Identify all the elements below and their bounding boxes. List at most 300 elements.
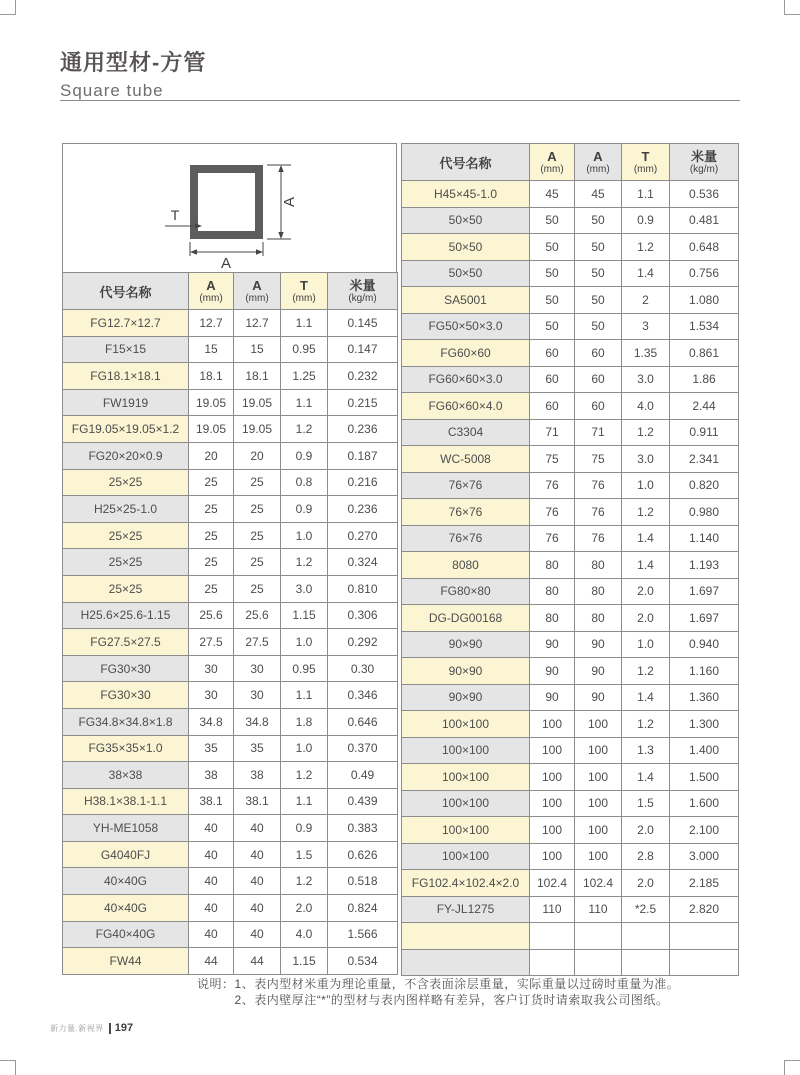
column-header-a2: A (mm) [575,144,622,181]
table-row [402,711,739,738]
value-cell [575,923,622,950]
table-row [402,207,739,234]
value-cell: 76 [530,499,575,526]
table-row [402,446,739,473]
table-row [63,522,398,549]
value-cell: 1.2 [622,419,670,446]
table-row [63,575,398,602]
value-cell: 15 [234,336,281,363]
code-name-cell: 76×76 [402,472,530,499]
value-cell [530,949,575,976]
value-cell: 1.140 [670,525,739,552]
column-header-a1: A (mm) [189,273,234,310]
value-cell: 1.160 [670,658,739,685]
table-row [402,525,739,552]
value-cell: 25 [189,549,234,576]
table-row [402,578,739,605]
page-subtitle: Square tube [60,81,164,100]
table-row [402,234,739,261]
value-cell: 35 [234,735,281,762]
code-name-cell: 50×50 [402,234,530,261]
value-cell: 0.534 [328,948,398,975]
value-cell: 1.25 [281,363,328,390]
value-cell: 0.306 [328,602,398,629]
table-row [402,366,739,393]
value-cell: 1.1 [281,788,328,815]
value-cell: 12.7 [234,310,281,337]
value-cell [530,923,575,950]
table-row [63,496,398,523]
value-cell: 60 [530,340,575,367]
value-cell: 1.566 [328,921,398,948]
code-name-cell: H38.1×38.1-1.1 [63,788,189,815]
value-cell: 60 [530,366,575,393]
value-cell: 80 [530,552,575,579]
value-cell: 90 [575,684,622,711]
table-row [402,949,739,976]
table-row [63,948,398,975]
value-cell: 0.820 [670,472,739,499]
dimension-line-bottom [190,242,263,256]
value-cell: 2.0 [281,895,328,922]
code-name-cell: 100×100 [402,817,530,844]
spec-table-right [401,143,739,976]
value-cell: 19.05 [189,389,234,416]
value-cell: 45 [530,181,575,208]
value-cell: 30 [189,655,234,682]
value-cell: 110 [575,896,622,923]
value-cell: 40 [189,815,234,842]
value-cell: 1.2 [622,499,670,526]
value-cell: 102.4 [530,870,575,897]
value-cell: 1.4 [622,764,670,791]
page-title: 通用型材-方管 [60,50,207,75]
value-cell: 0.911 [670,419,739,446]
value-cell: 0.8 [281,469,328,496]
table-row [63,815,398,842]
value-cell: 1.2 [622,234,670,261]
code-name-cell: G4040FJ [63,841,189,868]
column-header-t: T (mm) [281,273,328,310]
value-cell: 80 [575,552,622,579]
square-tube-diagram [62,143,397,272]
table-row [63,442,398,469]
value-cell: 18.1 [234,363,281,390]
value-cell: 25.6 [189,602,234,629]
table-row [63,735,398,762]
table-header-row [402,144,739,181]
value-cell: 2.8 [622,843,670,870]
code-name-cell: FG35×35×1.0 [63,735,189,762]
tube-outline [194,169,259,235]
code-name-cell: WC-5008 [402,446,530,473]
table-row [63,655,398,682]
value-cell: 1.4 [622,260,670,287]
value-cell: 38 [189,762,234,789]
code-name-cell: FG80×80 [402,578,530,605]
value-cell: 25 [189,575,234,602]
table-row [402,340,739,367]
value-cell: 2 [622,287,670,314]
code-name-cell: FG18.1×18.1 [63,363,189,390]
value-cell: 25.6 [234,602,281,629]
value-cell [622,949,670,976]
table-row [63,336,398,363]
table-row [63,363,398,390]
code-name-cell: C3304 [402,419,530,446]
value-cell: 0.9 [281,496,328,523]
column-header-code-name: 代号名称 [402,144,530,181]
value-cell: 50 [575,287,622,314]
table-row [402,419,739,446]
value-cell: 25 [234,575,281,602]
value-cell: 76 [530,525,575,552]
value-cell: 1.2 [281,868,328,895]
value-cell: 19.05 [234,389,281,416]
value-cell: 19.05 [189,416,234,443]
value-cell: 1.0 [281,522,328,549]
value-cell: 0.232 [328,363,398,390]
arrow-down-icon [278,232,283,239]
value-cell: *2.5 [622,896,670,923]
value-cell: 35 [189,735,234,762]
table-row [402,313,739,340]
code-name-cell: 100×100 [402,711,530,738]
value-cell: 1.697 [670,578,739,605]
value-cell: 40 [234,895,281,922]
value-cell: 0.439 [328,788,398,815]
value-cell: 1.2 [281,762,328,789]
value-cell: 0.9 [622,207,670,234]
value-cell: 50 [575,313,622,340]
value-cell: 1.2 [622,658,670,685]
value-cell: 1.1 [281,310,328,337]
value-cell: 100 [575,817,622,844]
table-row [402,287,739,314]
value-cell: 1.193 [670,552,739,579]
table-row [402,843,739,870]
corner-crop-mark-bottom-left [0,1060,16,1075]
code-name-cell: 100×100 [402,790,530,817]
value-cell: 0.536 [670,181,739,208]
value-cell: 40 [234,815,281,842]
value-cell: 1.0 [622,472,670,499]
code-name-cell: FG20×20×0.9 [63,442,189,469]
code-name-cell: FG19.05×19.05×1.2 [63,416,189,443]
value-cell: 3.0 [622,446,670,473]
page-number: 197 [114,1022,134,1034]
code-name-cell: FG27.5×27.5 [63,629,189,656]
value-cell: 110 [530,896,575,923]
value-cell: 100 [530,843,575,870]
value-cell: 100 [575,764,622,791]
value-cell: 60 [575,393,622,420]
value-cell: 80 [530,605,575,632]
value-cell: 25 [189,496,234,523]
code-name-cell: H45×45-1.0 [402,181,530,208]
dimension-label-side: A [281,196,298,208]
square-tube-cross-section [63,144,396,272]
table-row [63,682,398,709]
value-cell: 1.534 [670,313,739,340]
column-header-code-name: 代号名称 [63,273,189,310]
table-row [63,788,398,815]
value-cell: 40 [234,841,281,868]
value-cell: 50 [575,260,622,287]
value-cell: 1.500 [670,764,739,791]
value-cell: 1.4 [622,684,670,711]
table-row [63,310,398,337]
table-row [402,658,739,685]
dimension-label-bottom: A [220,255,232,272]
code-name-cell: 40×40G [63,868,189,895]
value-cell: 25 [234,496,281,523]
corner-crop-mark-top-right [784,0,800,15]
value-cell: 71 [575,419,622,446]
value-cell: 25 [189,469,234,496]
value-cell: 100 [530,711,575,738]
value-cell: 0.187 [328,442,398,469]
footer-divider [109,1023,111,1034]
value-cell: 1.2 [281,549,328,576]
code-name-cell: 90×90 [402,684,530,711]
code-name-cell: 25×25 [63,469,189,496]
code-name-cell: FG60×60 [402,340,530,367]
value-cell: 80 [575,605,622,632]
value-cell: 0.215 [328,389,398,416]
header-divider [60,100,740,101]
value-cell: 0.147 [328,336,398,363]
value-cell: 0.756 [670,260,739,287]
code-name-cell: FG40×40G [63,921,189,948]
value-cell: 20 [234,442,281,469]
value-cell: 34.8 [234,708,281,735]
column-header-weight: 米量 (kg/m) [328,273,398,310]
value-cell: 0.646 [328,708,398,735]
value-cell: 1.2 [622,711,670,738]
code-name-cell: 100×100 [402,843,530,870]
value-cell: 50 [530,260,575,287]
value-cell: 1.600 [670,790,739,817]
value-cell: 27.5 [234,629,281,656]
value-cell: 15 [189,336,234,363]
value-cell: 40 [234,921,281,948]
value-cell: 30 [234,655,281,682]
value-cell: 19.05 [234,416,281,443]
value-cell: 50 [530,207,575,234]
code-name-cell: 50×50 [402,207,530,234]
value-cell: 12.7 [189,310,234,337]
value-cell: 2.0 [622,870,670,897]
value-cell: 0.824 [328,895,398,922]
value-cell: 1.15 [281,602,328,629]
code-name-cell: FG34.8×34.8×1.8 [63,708,189,735]
value-cell: 2.44 [670,393,739,420]
value-cell: 71 [530,419,575,446]
value-cell: 40 [234,868,281,895]
value-cell: 1.360 [670,684,739,711]
value-cell: 75 [575,446,622,473]
value-cell: 75 [530,446,575,473]
table-row [63,895,398,922]
value-cell: 45 [575,181,622,208]
value-cell [670,949,739,976]
table-row [63,602,398,629]
code-name-cell: FG60×60×3.0 [402,366,530,393]
code-name-cell: DG-DG00168 [402,605,530,632]
value-cell: 50 [530,287,575,314]
value-cell: 18.1 [189,363,234,390]
value-cell: 1.0 [622,631,670,658]
value-cell: 2.0 [622,605,670,632]
brand-slogan: 新力量.新视界 [50,1023,104,1033]
notes-lines [235,976,680,1008]
value-cell: 30 [189,682,234,709]
value-cell: 0.810 [328,575,398,602]
code-name-cell: F15×15 [63,336,189,363]
value-cell: 3.0 [281,575,328,602]
value-cell: 44 [234,948,281,975]
spec-table-left [62,272,398,975]
value-cell: 27.5 [189,629,234,656]
value-cell: 90 [530,631,575,658]
table-row [63,549,398,576]
table-row [402,260,739,287]
code-name-cell: 100×100 [402,764,530,791]
code-name-cell: FG12.7×12.7 [63,310,189,337]
value-cell: 4.0 [281,921,328,948]
code-name-cell: 40×40G [63,895,189,922]
value-cell: 100 [575,737,622,764]
code-name-cell: FG30×30 [63,655,189,682]
value-cell: 80 [575,578,622,605]
value-cell: 3.0 [622,366,670,393]
code-name-cell: 90×90 [402,631,530,658]
value-cell: 40 [189,868,234,895]
value-cell: 0.980 [670,499,739,526]
table-row [63,469,398,496]
code-name-cell: FG50×50×3.0 [402,313,530,340]
table-row [63,868,398,895]
value-cell: 20 [189,442,234,469]
table-row [63,629,398,656]
value-cell: 2.820 [670,896,739,923]
value-cell: 0.940 [670,631,739,658]
value-cell: 90 [530,684,575,711]
table-row [63,762,398,789]
value-cell: 0.481 [670,207,739,234]
code-name-cell [402,923,530,950]
value-cell: 1.1 [281,389,328,416]
value-cell: 25 [234,549,281,576]
corner-crop-mark-top-left [0,0,16,15]
value-cell: 0.216 [328,469,398,496]
arrow-up-icon [278,165,283,172]
thickness-label: T [170,207,180,223]
table-row [402,870,739,897]
value-cell: 38.1 [234,788,281,815]
value-cell: 1.0 [281,629,328,656]
value-cell: 0.30 [328,655,398,682]
value-cell: 0.236 [328,416,398,443]
code-name-cell: 50×50 [402,260,530,287]
value-cell [622,923,670,950]
value-cell: 100 [575,843,622,870]
value-cell: 50 [575,234,622,261]
value-cell: 25 [234,469,281,496]
value-cell [670,923,739,950]
column-header-a2: A (mm) [234,273,281,310]
value-cell: 1.8 [281,708,328,735]
value-cell: 2.185 [670,870,739,897]
code-name-cell: FW1919 [63,389,189,416]
value-cell: 76 [575,472,622,499]
code-name-cell: 38×38 [63,762,189,789]
note-line: 2、表内壁厚注“*”的型材与表内图样略有差异，客户订货时请索取我公司图纸。 [234,993,669,1007]
value-cell: 40 [189,841,234,868]
value-cell: 2.100 [670,817,739,844]
value-cell: 38 [234,762,281,789]
value-cell: 100 [530,764,575,791]
value-cell: 1.3 [622,737,670,764]
value-cell: 0.9 [281,442,328,469]
value-cell: 0.95 [281,655,328,682]
code-name-cell: 76×76 [402,499,530,526]
column-header-a1: A (mm) [530,144,575,181]
page-footer [50,1022,133,1034]
value-cell: 60 [575,366,622,393]
code-name-cell: FG60×60×4.0 [402,393,530,420]
value-cell: 44 [189,948,234,975]
table-header-row [63,273,398,310]
code-name-cell: H25.6×25.6-1.15 [63,602,189,629]
value-cell: 0.648 [670,234,739,261]
column-header-weight: 米量 (kg/m) [670,144,739,181]
value-cell: 90 [530,658,575,685]
value-cell: 3.000 [670,843,739,870]
table-row [63,841,398,868]
value-cell: 90 [575,631,622,658]
value-cell: 1.35 [622,340,670,367]
notes [197,976,679,1008]
code-name-cell: 90×90 [402,658,530,685]
value-cell: 0.292 [328,629,398,656]
code-name-cell: 76×76 [402,525,530,552]
table-row [63,708,398,735]
value-cell: 4.0 [622,393,670,420]
value-cell: 0.383 [328,815,398,842]
value-cell: 3 [622,313,670,340]
value-cell: 76 [575,525,622,552]
code-name-cell: FG102.4×102.4×2.0 [402,870,530,897]
value-cell: 100 [530,737,575,764]
code-name-cell: 100×100 [402,737,530,764]
value-cell [575,949,622,976]
note-line: 1、表内型材米重为理论重量，不含表面涂层重量，实际重量以过磅时重量为准。 [234,977,680,991]
value-cell: 0.236 [328,496,398,523]
right-table-block [401,143,738,976]
value-cell: 100 [575,790,622,817]
table-row [402,552,739,579]
value-cell: 2.0 [622,578,670,605]
value-cell: 40 [189,895,234,922]
arrow-left-icon [190,249,197,254]
table-row [63,389,398,416]
table-row [402,737,739,764]
value-cell: 1.400 [670,737,739,764]
value-cell: 25 [189,522,234,549]
value-cell: 0.270 [328,522,398,549]
